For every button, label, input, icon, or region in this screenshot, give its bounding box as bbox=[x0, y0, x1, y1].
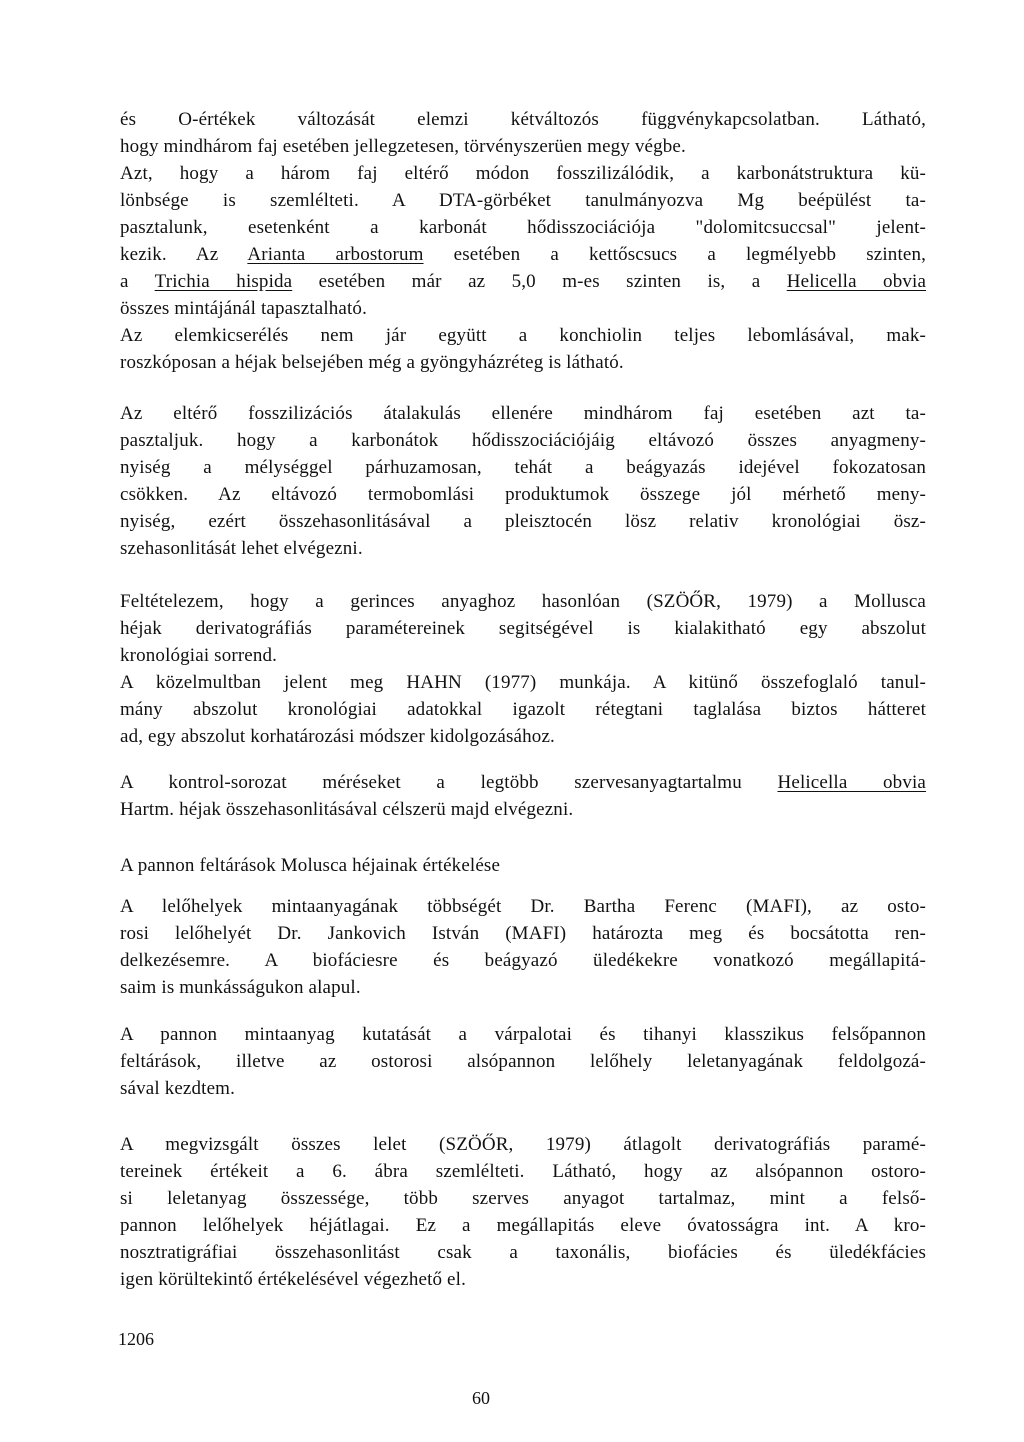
text-segment: A kontrol-sorozat méréseket a legtöbb szervesanyagtartalmu bbox=[120, 772, 778, 793]
text-line bbox=[120, 241, 926, 268]
species-name: Trichia hispida bbox=[154, 271, 293, 292]
text-line: nosztratigráfiai összehasonlitást csak a taxonális, biofácies és üledékfácies bbox=[120, 1242, 926, 1263]
species-name: Arianta arbostorum bbox=[247, 244, 424, 265]
text-line: Az eltérő fosszilizációs átalakulás ellenére mindhárom faj esetében azt ta- bbox=[120, 403, 926, 424]
text-line: Azt, hogy a három faj eltérő módon fosszilizálódik, a karbonátstruktura kü- bbox=[120, 163, 926, 184]
text-line bbox=[120, 268, 926, 295]
section-heading-pannon bbox=[120, 852, 926, 879]
text-line: igen körültekintő értékelésével végezhető el. bbox=[120, 1269, 466, 1290]
paragraph-fossilization bbox=[120, 400, 926, 562]
paragraph-control-series bbox=[120, 769, 926, 823]
paragraph-dta-analysis bbox=[120, 106, 926, 376]
species-name: Helicella obvia bbox=[786, 271, 927, 292]
text-line: lönbsége is szemlélteti. A DTA-görbéket tanulmányozva Mg beépülést ta- bbox=[120, 190, 926, 211]
paragraph-chronology bbox=[120, 588, 926, 750]
text-line: feltárások, illetve az ostorosi alsópannon lelőhely leletanyagának feldolgozá- bbox=[120, 1051, 926, 1072]
species-name: Helicella obvia bbox=[777, 772, 926, 793]
text-segment: kezik. Az bbox=[120, 244, 248, 265]
text-line: mány abszolut kronológiai adatokkal igazolt rétegtani taglalása biztos hátteret bbox=[120, 699, 926, 720]
text-line: si leletanyag összessége, több szerves anyagot tartalmaz, mint a felső- bbox=[120, 1188, 926, 1209]
text-line: Feltételezem, hogy a gerinces anyaghoz hasonlóan (SZÖŐR, 1979) a Mollusca bbox=[120, 591, 926, 612]
text-line: összes mintájánál tapasztalható. bbox=[120, 298, 367, 319]
text-segment: esetében már az 5,0 m-es szinten is, a bbox=[292, 271, 787, 292]
text-line: A lelőhelyek mintaanyagának többségét Dr. Bartha Ferenc (MAFI), az osto- bbox=[120, 896, 926, 917]
document-code: 1206 bbox=[118, 1329, 154, 1349]
text-line: Hartm. héjak összehasonlitásával célszerü majd elvégezni. bbox=[120, 799, 574, 820]
text-line: nyiség a mélységgel párhuzamosan, tehát a beágyazás idejével fokozatosan bbox=[120, 457, 926, 478]
text-line: ad, egy abszolut korhatározási módszer kidolgozásához. bbox=[120, 726, 555, 747]
text-line: delkezésemre. A biofáciesre és beágyazó üledékekre vonatkozó megállapitá- bbox=[120, 950, 926, 971]
text-line: tereinek értékeit a 6. ábra szemlélteti. Látható, hogy az alsópannon ostoro- bbox=[120, 1161, 926, 1182]
text-line: roszkóposan a héjak belsejében még a gyöngyházréteg is látható. bbox=[120, 352, 624, 373]
text-line: héjak derivatográfiás paramétereinek segitségével is kialakitható egy abszolut bbox=[120, 618, 926, 639]
text-segment: esetében a kettőscsucs a legmélyebb szinten, bbox=[423, 244, 927, 265]
text-line: hogy mindhárom faj esetében jellegzetesen, törvényszerüen megy végbe. bbox=[120, 136, 686, 157]
text-line: A megvizsgált összes lelet (SZÖŐR, 1979) átlagolt derivatográfiás paramé- bbox=[120, 1134, 926, 1155]
paragraph-acknowledgements bbox=[120, 893, 926, 1001]
text-line bbox=[120, 769, 926, 796]
text-line: szehasonlitását lehet elvégezni. bbox=[120, 538, 363, 559]
text-line: saim is munkásságukon alapul. bbox=[120, 977, 361, 998]
text-line: és O-értékek változását elemzi kétváltozós függvénykapcsolatban. Látható, bbox=[120, 109, 926, 130]
text-segment: a bbox=[120, 271, 155, 292]
text-line: A pannon feltárások Molusca héjainak értékelése bbox=[120, 855, 501, 876]
paragraph-derivatographic-results bbox=[120, 1131, 926, 1293]
text-line: sával kezdtem. bbox=[120, 1078, 235, 1099]
text-line: pasztaljuk. hogy a karbonátok hődisszociációjáig eltávozó összes anyagmeny- bbox=[120, 430, 926, 451]
text-line: pasztalunk, esetenként a karbonát hődisszociációja "dolomitcsuccsal" jelent- bbox=[120, 217, 926, 238]
text-line: A közelmultban jelent meg HAHN (1977) munkája. A kitünő összefoglaló tanul- bbox=[120, 672, 926, 693]
paragraph-pannon-research bbox=[120, 1021, 926, 1102]
text-line: rosi lelőhelyét Dr. Jankovich István (MAFI) határozta meg és bocsátotta ren- bbox=[120, 923, 926, 944]
text-line: Az elemkicserélés nem jár együtt a konchiolin teljes lebomlásával, mak- bbox=[120, 325, 926, 346]
text-line: csökken. Az eltávozó termobomlási produktumok összege jól mérhető meny- bbox=[120, 484, 926, 505]
text-line: A pannon mintaanyag kutatását a várpalotai és tihanyi klasszikus felsőpannon bbox=[120, 1024, 926, 1045]
page-number: 60 bbox=[472, 1388, 490, 1408]
text-line: kronológiai sorrend. bbox=[120, 645, 278, 666]
text-line: nyiség, ezért összehasonlitásával a pleisztocén lösz relativ kronológiai ösz- bbox=[120, 511, 926, 532]
text-line: pannon lelőhelyek héjátlagai. Ez a megállapitás eleve óvatosságra int. A kro- bbox=[120, 1215, 926, 1236]
